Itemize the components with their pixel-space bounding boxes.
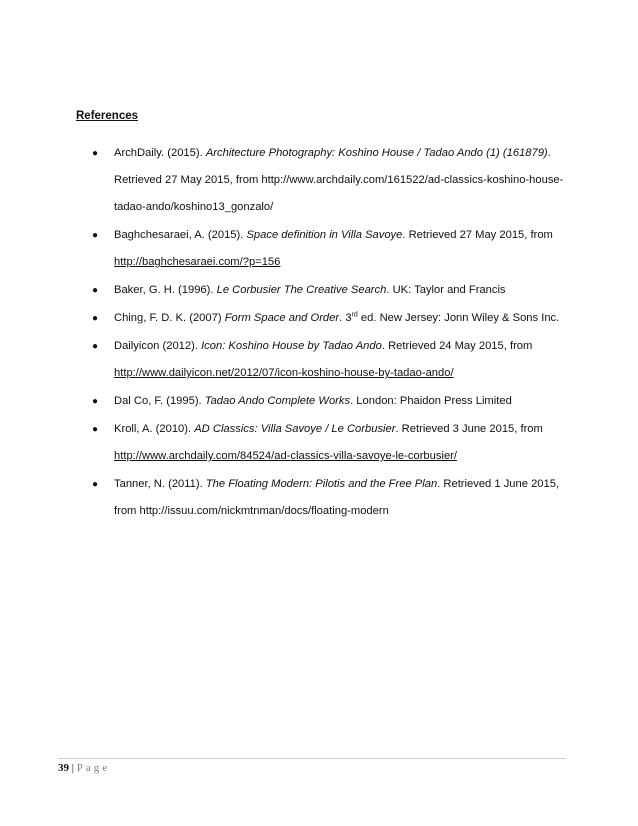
footer-separator: |: [69, 762, 77, 774]
bullet-icon: ●: [92, 230, 99, 241]
reference-detail: . 3: [339, 312, 352, 324]
page-footer: [58, 762, 110, 774]
bullet-icon: ●: [92, 341, 99, 352]
reference-author: Dailyicon (2012).: [114, 340, 202, 352]
reference-detail: . Retrieved 27 May 2015, from http://www.archdaily.com/161522/ad-classics-koshino-house-tadao-ando/koshino13_gonzalo/: [114, 147, 564, 213]
bullet-icon: ●: [92, 285, 99, 296]
page-number: 39: [58, 762, 69, 774]
reference-title: Space definition in Villa Savoye: [246, 229, 403, 241]
references-heading: References: [76, 110, 139, 122]
reference-detail: . Retrieved 24 May 2015, from: [381, 340, 533, 352]
reference-author: ArchDaily. (2015).: [114, 147, 206, 159]
reference-item: [94, 222, 572, 276]
reference-title: Icon: Koshino House by Tadao Ando: [201, 340, 382, 352]
footer-divider: [58, 758, 566, 759]
reference-detail: . Retrieved 3 June 2015, from: [395, 423, 543, 435]
edition-superscript: rd: [351, 311, 358, 319]
reference-author: Baghchesaraei, A. (2015).: [114, 229, 247, 241]
reference-list: [94, 140, 572, 526]
reference-title: Le Corbusier The Creative Search: [216, 284, 387, 296]
bullet-icon: ●: [92, 396, 99, 407]
bullet-icon: ●: [92, 313, 99, 324]
reference-item: [94, 277, 572, 304]
bullet-icon: ●: [92, 424, 99, 435]
bullet-icon: ●: [92, 148, 99, 159]
reference-detail: . Retrieved 1 June 2015, from http://issuu.com/nickmtnman/docs/floating-modern: [114, 478, 560, 517]
reference-item: [94, 305, 572, 332]
reference-title: Form Space and Order: [224, 312, 340, 324]
reference-detail: . Retrieved 27 May 2015, from: [402, 229, 553, 241]
reference-detail: . UK: Taylor and Francis: [386, 284, 506, 296]
bullet-icon: ●: [92, 479, 99, 490]
reference-detail: ed. New Jersey: Jonn Wiley & Sons Inc.: [357, 312, 560, 324]
reference-detail: . London: Phaidon Press Limited: [350, 395, 512, 407]
reference-item: [94, 416, 572, 470]
reference-author: Ching, F. D. K. (2007): [114, 312, 225, 324]
reference-author: Kroll, A. (2010).: [114, 423, 195, 435]
reference-link[interactable]: http://baghchesaraei.com/?p=156: [114, 256, 281, 268]
reference-link[interactable]: http://www.dailyicon.net/2012/07/icon-koshino-house-by-tadao-ando/: [114, 367, 454, 379]
reference-title: Architecture Photography: Koshino House / Tadao Ando (1) (161879): [205, 147, 548, 159]
reference-item: [94, 388, 572, 415]
page-label: Page: [76, 762, 111, 774]
reference-title: Tadao Ando Complete Works: [204, 395, 351, 407]
reference-author: Baker, G. H. (1996).: [114, 284, 217, 296]
reference-title: AD Classics: Villa Savoye / Le Corbusier: [194, 423, 396, 435]
reference-author: Tanner, N. (2011).: [114, 478, 206, 490]
reference-author: Dal Co, F. (1995).: [114, 395, 205, 407]
reference-item: [94, 140, 572, 221]
reference-link[interactable]: http://www.archdaily.com/84524/ad-classics-villa-savoye-le-corbusier/: [114, 450, 458, 462]
reference-item: [94, 471, 572, 525]
reference-item: [94, 333, 572, 387]
reference-title: The Floating Modern: Pilotis and the Free Plan: [205, 478, 438, 490]
